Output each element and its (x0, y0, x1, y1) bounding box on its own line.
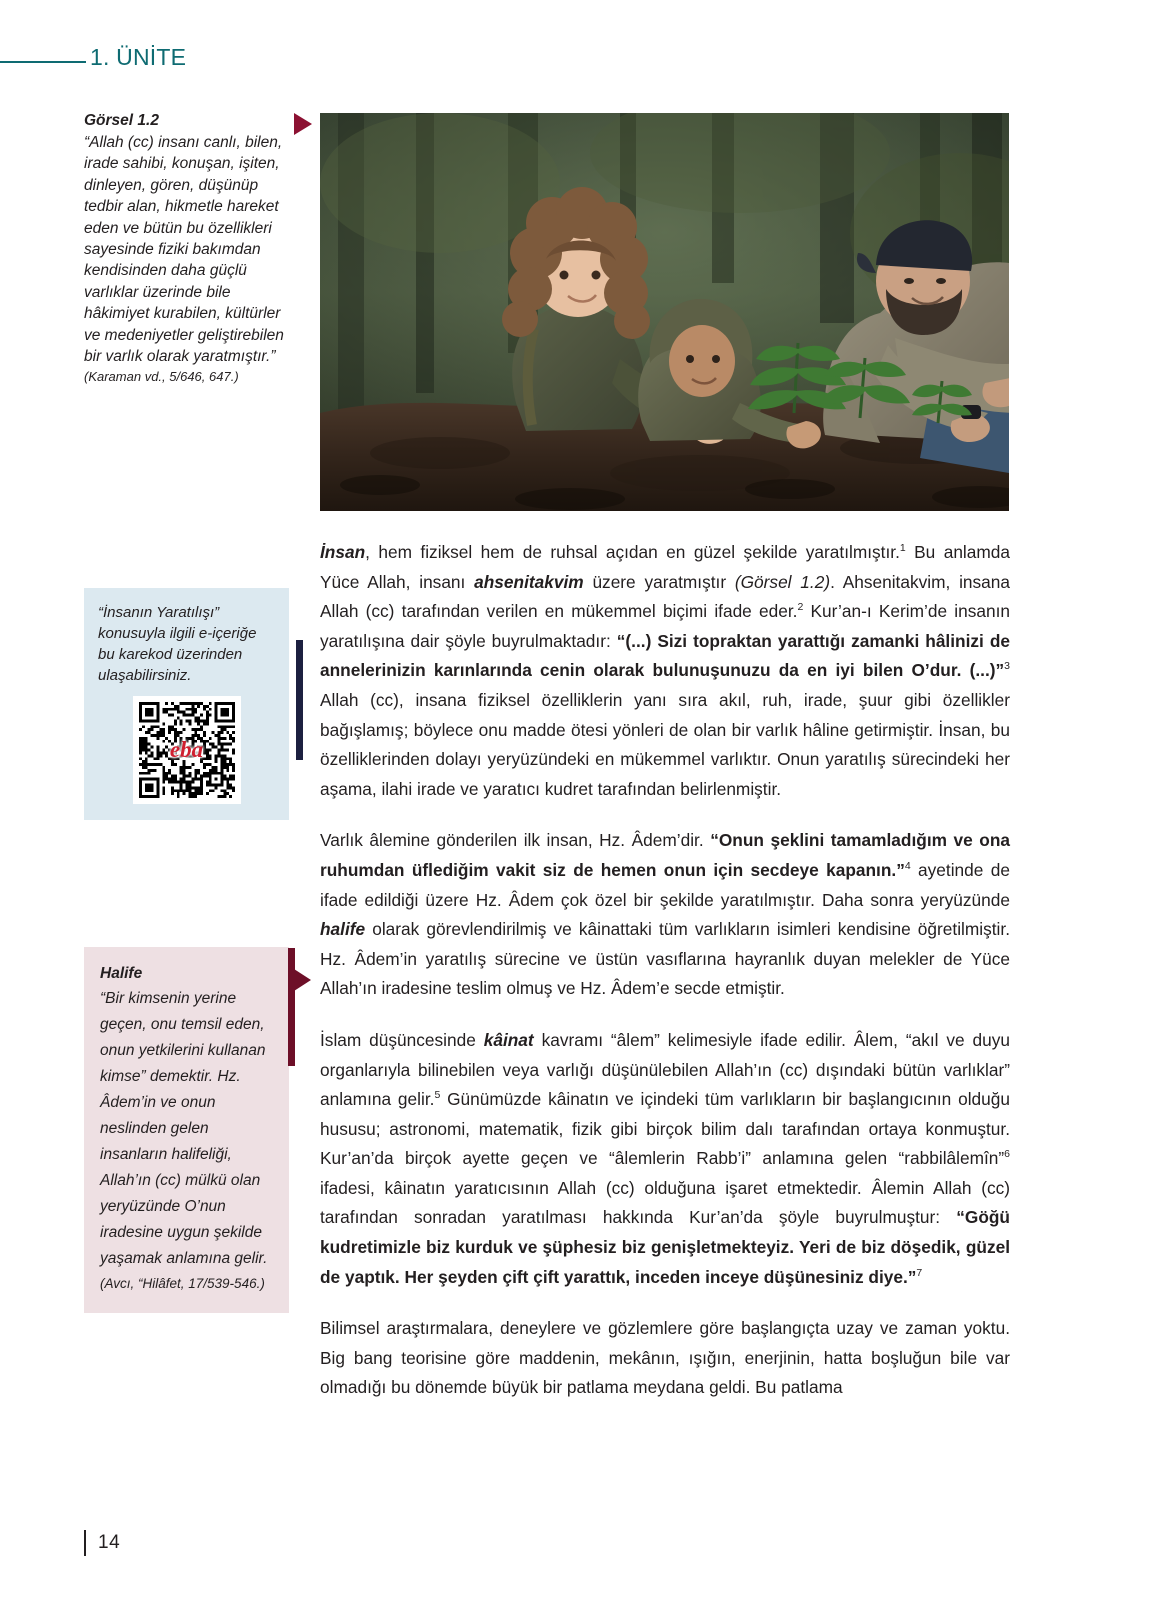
paragraph-2 (320, 826, 1010, 1004)
p1-figure-ref: (Görsel 1.2) (734, 571, 831, 592)
header-rule (0, 61, 86, 63)
p1-seg1: , hem fiziksel hem de ruhsal açıdan en güzel şekilde yaratılmıştır. (365, 542, 900, 562)
p2-quote: “Onun şeklini tamamladığım ve ona ruhumdan üflediğim vakit siz de hemen onun için secdeye kapanın.” (320, 830, 1010, 880)
paragraph-1 (320, 538, 1010, 804)
p3-seg4: ifadesi, kâinatın yaratıcısının Allah (cc) olduğuna işaret etmektedir. Âlemin Allah (cc) tarafından sonradan yaratılması hakkında Kur’an’da şöyle buyrulmuştur: (320, 1177, 1010, 1228)
qr-code-canvas (139, 702, 235, 798)
p3-footnote-7: 7 (916, 1266, 923, 1279)
p1-footnote-1: 1 (899, 542, 906, 555)
paragraph-4 (320, 1314, 1010, 1403)
halife-pointer-arrow-icon (294, 969, 311, 991)
econtent-qr-box (84, 588, 289, 820)
p2-footnote-4: 4 (904, 860, 911, 873)
figure-pointer-arrow-icon (294, 113, 312, 135)
figure-caption-body: “Allah (cc) insanı canlı, bilen, irade sahibi, konuşan, işiten, dinleyen, gören, düşünüp tedbir alan, hikmetle hareket eden ve bütün bu özellikleri sayesinde fiziki bakımdan kendisinden daha güçlü varlıklar üzerinde bile hâkimiyet kurabilen, kültürler ve medeniyetler geliştirebilen bir varlık olarak yaratmıştır.” (84, 134, 284, 366)
page-footer (84, 1530, 120, 1556)
p1-seg2: Bu anlamda Yüce Allah, insanı (320, 542, 1010, 592)
p1-footnote-2: 2 (797, 601, 804, 614)
page-number: 14 (98, 1532, 121, 1553)
eba-logo: eba (169, 737, 204, 762)
p4-seg1: Bilimsel araştırmalara, deneylere ve gözlemlere göre başlangıçta uzay ve zaman yoktu. Big bang teorisine göre maddenin, mekânın, ışığın, enerjinin, hatta boşluğun bile var olmadığı bu dönemde büyük bir patlama meydana geldi. Bu patlama (320, 1318, 1010, 1398)
p3-seg1: İslam düşüncesinde (320, 1029, 484, 1050)
p1-lead-term: İnsan (320, 542, 366, 562)
unit-title: 1. ÜNİTE (90, 44, 187, 70)
figure-photo (320, 113, 1009, 511)
paragraph-3 (320, 1026, 1010, 1292)
page-header (0, 44, 400, 80)
econtent-text: “İnsanın Yaratılışı” konusuyla ilgili e-içeriğe bu karekod üzerinden ulaşabilirsiniz. (98, 604, 257, 684)
p1-footnote-3: 3 (1004, 660, 1010, 673)
main-text-column (320, 538, 1010, 1403)
p3-seg3: Günümüzde kâinatın ve içindeki tüm varlıkların bir başlangıcının olduğu hususu; astronomi, matematik, fizik gibi birçok bilim dalı tarafından ortaya konmuştur. Kur’an’da birçok ayette geçen ve “âlemlerin Rabb’i” anlamına gelen “rabbilâlemîn” (320, 1089, 1010, 1169)
qr-code-wrap (98, 696, 275, 804)
halife-source: (Avcı, “Hilâfet, 17/539-546.) (100, 1276, 265, 1291)
p2-seg2: ayetinde de ifade edildiği üzere Hz. Âdem çok özel bir şekilde yaratılmıştır. Daha sonra yeryüzünde (320, 859, 1010, 910)
p3-term-kainat: kâinat (483, 1029, 534, 1050)
figure-caption-block (84, 110, 296, 386)
qr-code[interactable] (133, 696, 241, 804)
p2-seg1: Varlık âlemine gönderilen ilk insan, Hz. Âdem’dir. (320, 830, 711, 851)
figure-caption-source: (Karaman vd., 5/646, 647.) (84, 369, 239, 385)
p1-quote: “(...) Sizi topraktan yarattığı zamanki hâlinizi de annelerinizin karınlarında cenin olarak bulunuşunuzu da en iyi bilen O’dur. (...)” (320, 630, 1010, 681)
p1-seg3: üzere yaratmıştır (583, 571, 735, 592)
halife-definition-box (84, 947, 289, 1313)
halife-term: Halife (100, 965, 143, 982)
footer-rule (84, 1530, 86, 1556)
p1-term-ahsenitakvim: ahsenitakvim (474, 571, 584, 592)
econtent-accent-bar (296, 640, 303, 760)
halife-accent-bar (288, 948, 295, 1066)
p2-seg3: olarak görevlendirilmiş ve kâinattaki tüm varlıkların isimleri kendisine öğretilmiştir. Hz. Âdem’in yaratılış sürecine ve üstün vasıflarına hayranlık duyan melekler de Yüce Allah’ın iradesine teslim olmuş ve Hz. Âdem’e secde etmiştir. (320, 919, 1010, 999)
halife-definition: “Bir kimsenin yerine geçen, onu temsil eden, onun yetkilerini kullanan kimse” demektir. Hz. Âdem’in ve onun neslinden gelen insanların halifeliği, Allah’ın (cc) mülkü olan yeryüzünde O’nun iradesine uygun şekilde yaşamak anlamına gelir. (100, 990, 268, 1267)
p3-quote: “Göğü kudretimizle biz kurduk ve şüphesiz biz genişletmekteyiz. Yeri de biz döşedik, güzel de yaptık. Her şeyden çift çift yarattık, inceden inceye düşünesiniz diye.” (320, 1207, 1010, 1287)
p1-seg5: Kur’an-ı Kerim’de insanın yaratılışına dair şöyle buyrulmaktadır: (320, 601, 1010, 651)
p2-term-halife: halife (320, 919, 366, 940)
p1-seg4: . Ahsenitakvim, insana Allah (cc) tarafından verilen en mükemmel biçimi ifade eder. (320, 571, 1010, 622)
p3-seg2: kavramı “âlem” kelimesiyle ifade edilir. Âlem, “akıl ve duyu organlarıyla bilinebilen veya varlığı düşünülebilen Allah’ın (cc) dışındaki bütün varlıklar” anlamına gelir. (320, 1029, 1010, 1110)
p3-footnote-5: 5 (434, 1089, 441, 1102)
p1-seg6: Allah (cc), insana fiziksel özelliklerin yanı sıra akıl, ruh, irade, şuur gibi özellikler bağışlamış; böylece onu madde ötesi yönleri de olan bir varlık hâline getirmiştir. İnsan, bu özelliklerinden dolayı yeryüzündeki en mükemmel varlıktır. Onun yaratılış sürecindeki her aşama, ilahi irade ve yaratıcı kudret tarafından belirlenmiştir. (320, 689, 1010, 799)
p3-footnote-6: 6 (1004, 1148, 1010, 1161)
figure-caption-title: Görsel 1.2 (84, 112, 159, 129)
